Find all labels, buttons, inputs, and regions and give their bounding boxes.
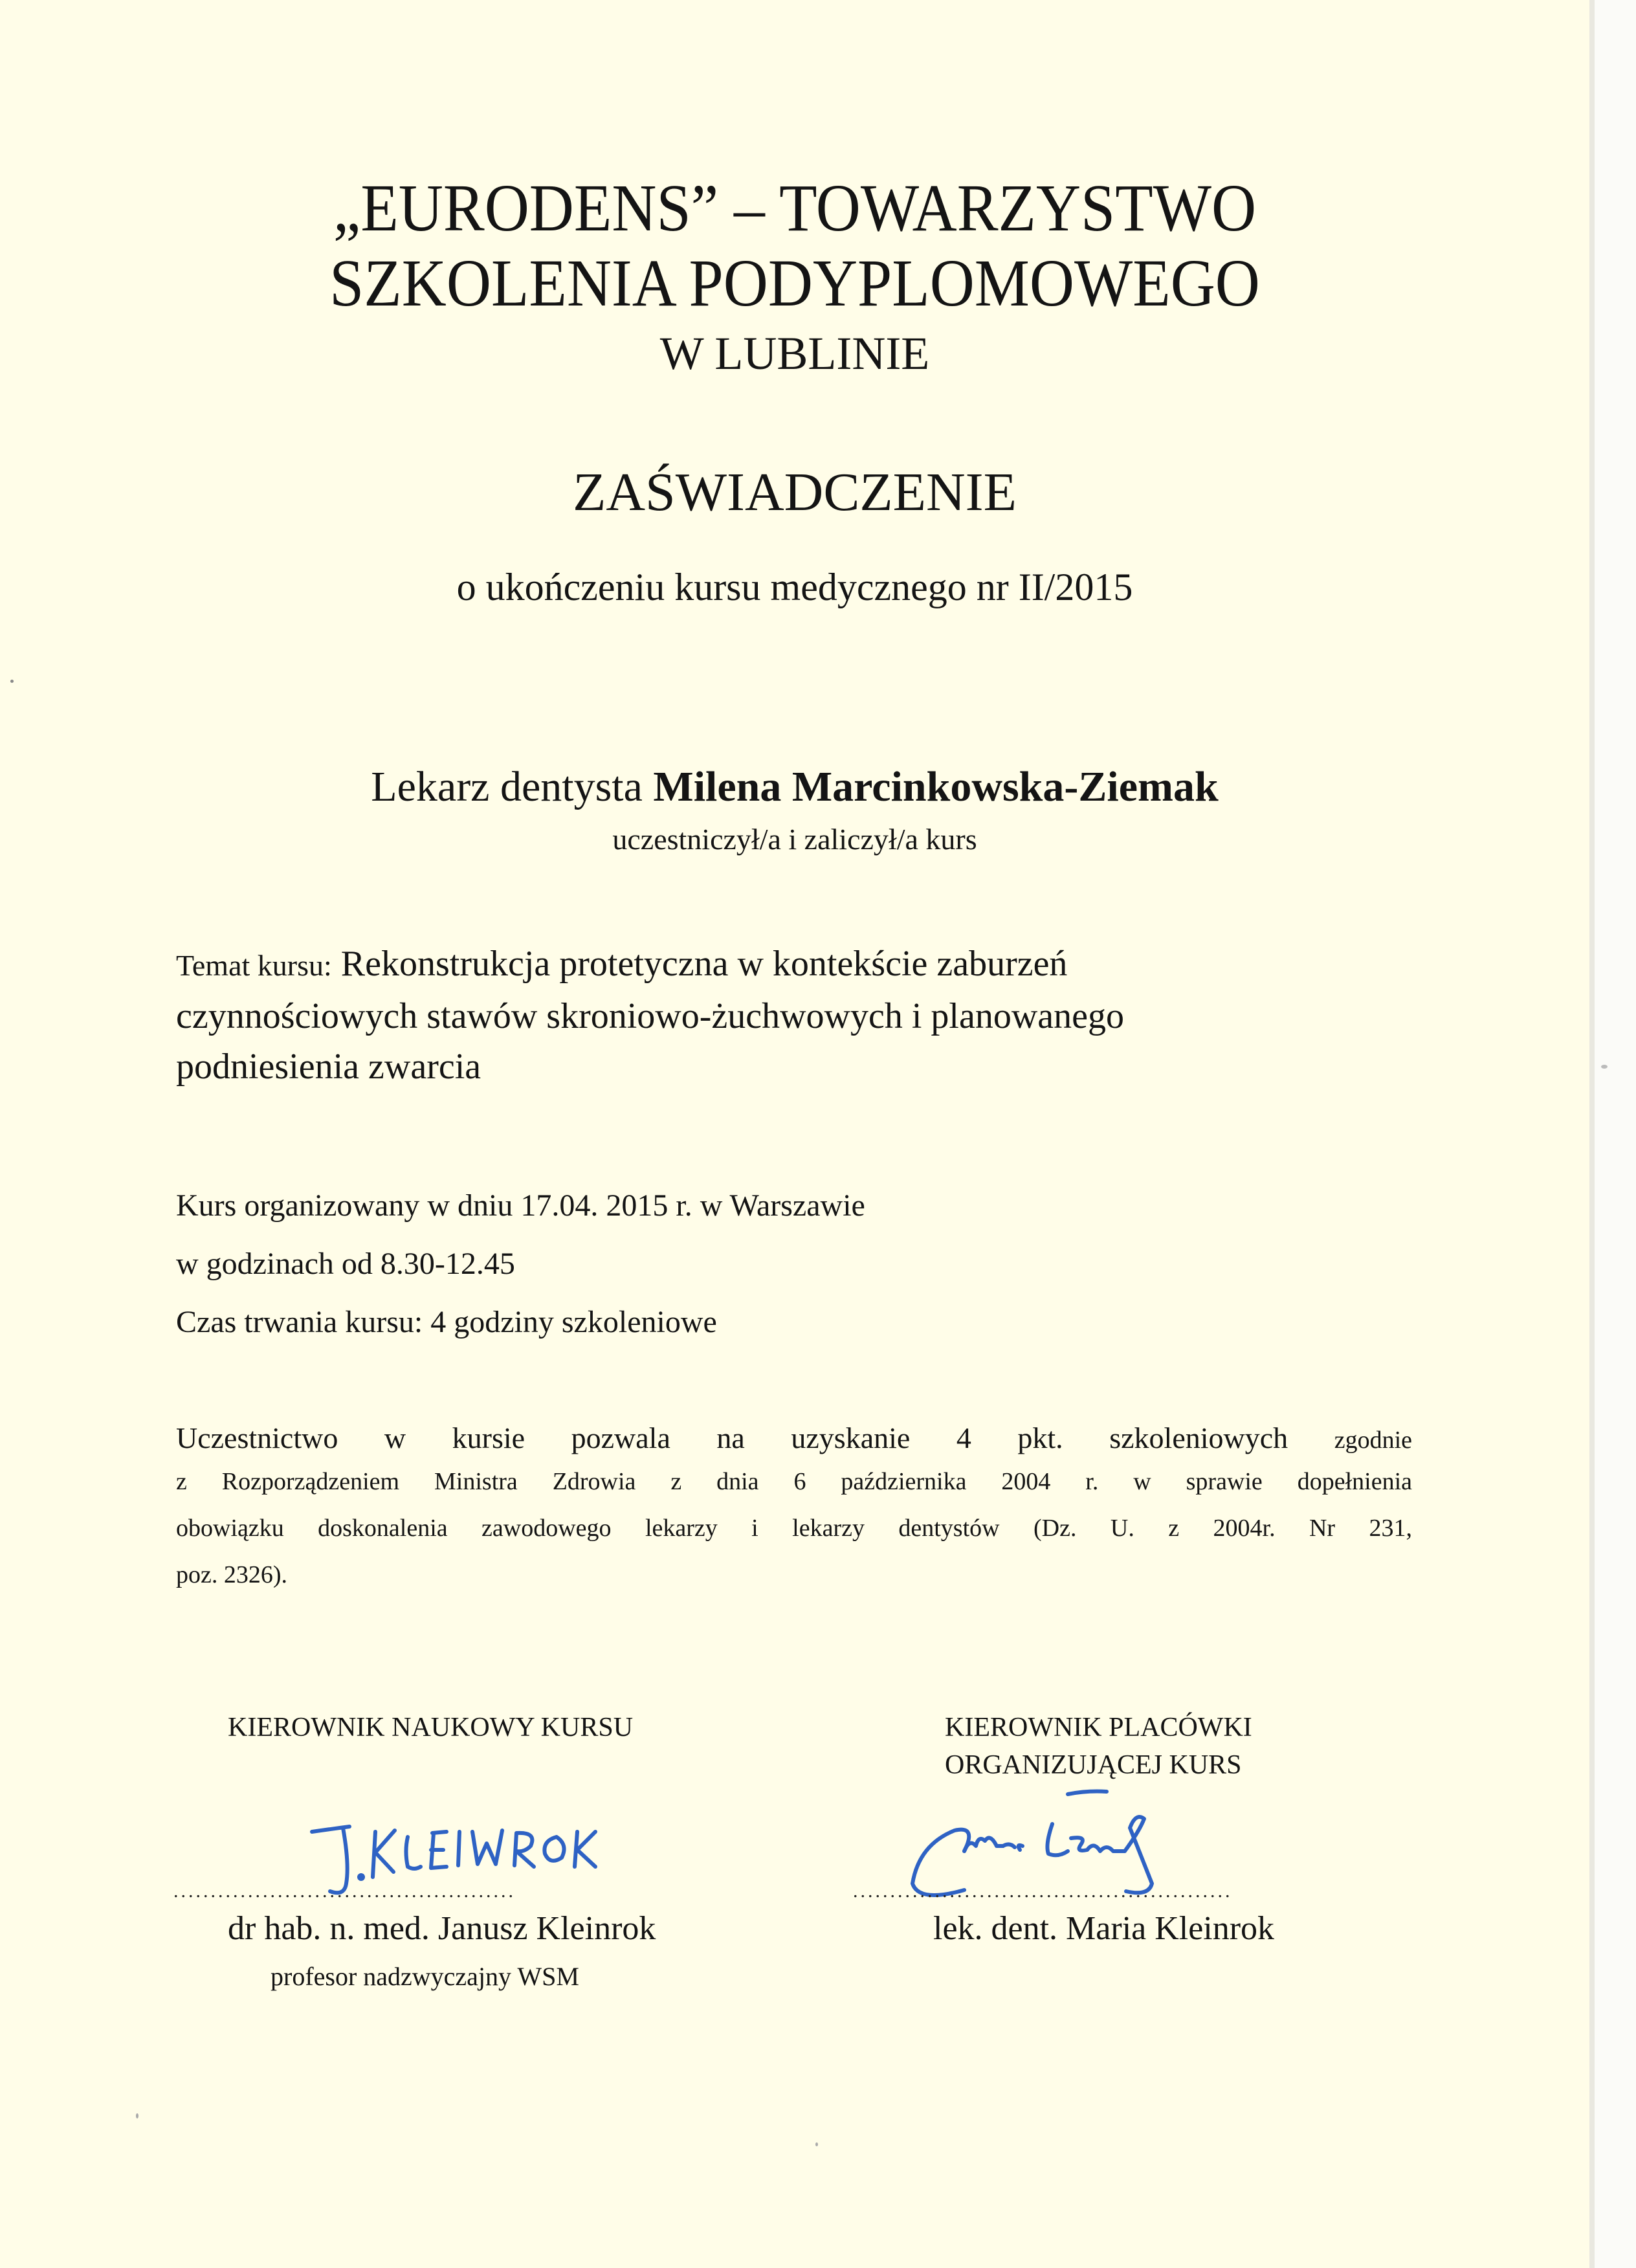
scientific-director-heading: KIEROWNIK NAUKOWY KURSU xyxy=(228,1713,634,1742)
facility-director-heading-line-2: ORGANIZUJĄCEJ KURS xyxy=(945,1750,1242,1780)
signature-dotted-line-right: ................................................... xyxy=(853,1880,1233,1902)
organization-title-line-1: „EURODENS” – TOWARZYSTWO xyxy=(333,171,1257,245)
facility-director-heading-line-1: KIEROWNIK PLACÓWKI xyxy=(945,1713,1252,1742)
points-line-2: z Rozporządzeniem Ministra Zdrowia z dnia 6 października 2004 r. w sprawie dopełnienia xyxy=(176,1468,1412,1495)
facility-director-name: lek. dent. Maria Kleinrok xyxy=(933,1910,1275,1947)
scan-speck xyxy=(815,2142,818,2146)
signature-dotted-line-left: .............................................. xyxy=(173,1880,516,1902)
course-duration-line: Czas trwania kursu: 4 godziny szkoleniowe xyxy=(176,1305,717,1339)
points-paragraph xyxy=(176,1421,1412,1607)
certificate-heading: ZAŚWIADCZENIE xyxy=(573,462,1017,522)
course-topic-line-1 xyxy=(176,939,1124,991)
course-topic-text-1: Rekonstrukcja protetyczna w kontekście zaburzeń xyxy=(340,944,1068,984)
points-line-1 xyxy=(176,1421,1412,1467)
organization-title-line-2: SZKOLENIA PODYPLOMOWEGO xyxy=(329,246,1260,320)
organization-location: W LUBLINIE xyxy=(659,328,930,379)
scan-speck xyxy=(136,2113,138,2118)
points-line-1-end: zgodnie xyxy=(1334,1427,1412,1454)
course-organized-line: Kurs organizowany w dniu 17.04. 2015 r. w Warszawie xyxy=(176,1188,865,1223)
scientific-director-name: dr hab. n. med. Janusz Kleinrok xyxy=(228,1910,656,1947)
course-topic xyxy=(176,939,1124,1092)
recipient-prefix: Lekarz dentysta xyxy=(371,763,643,810)
points-line-3: obowiązku doskonalenia zawodowego lekarzy i lekarzy dentystów (Dz. U. z 2004r. Nr 231, xyxy=(176,1515,1412,1542)
course-topic-line-3: podniesienia zwarcia xyxy=(176,1047,481,1087)
points-line-1-main: Uczestnictwo w kursie pozwala na uzyskanie 4 pkt. szkoleniowych xyxy=(176,1421,1288,1454)
scan-margin xyxy=(1595,0,1636,2268)
course-number-line: o ukończeniu kursu medycznego nr II/2015 xyxy=(456,566,1133,608)
recipient-name: Milena Marcinkowska-Ziemak xyxy=(653,763,1219,810)
participation-statement: uczestniczył/a i zaliczył/a kurs xyxy=(612,823,977,856)
course-topic-line-2: czynnościowych stawów skroniowo-żuchwowych i planowanego xyxy=(176,996,1124,1036)
points-line-4: poz. 2326). xyxy=(176,1561,288,1588)
facility-director-heading xyxy=(945,1709,1252,1784)
scan-speck xyxy=(10,680,14,683)
scientific-director-title: profesor nadzwyczajny WSM xyxy=(271,1962,579,1991)
recipient-line xyxy=(0,762,1589,812)
course-topic-label: Temat kursu: xyxy=(176,949,332,982)
paper-edge-shadow xyxy=(1589,0,1595,2268)
course-hours-line: w godzinach od 8.30-12.45 xyxy=(176,1247,515,1281)
scan-speck xyxy=(1601,1065,1608,1069)
